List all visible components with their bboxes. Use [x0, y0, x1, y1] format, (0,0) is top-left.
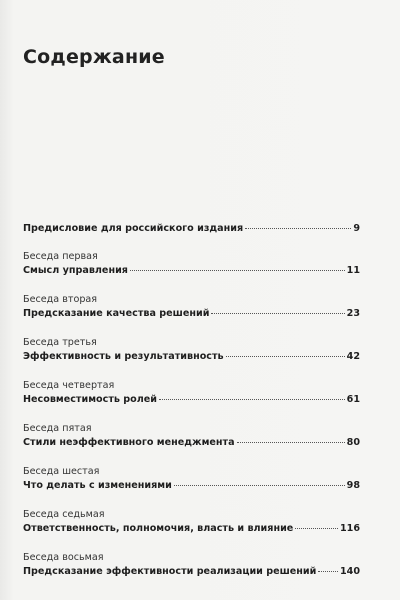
dot-leader	[295, 528, 338, 529]
page-title: Содержание	[23, 46, 165, 68]
dot-leader	[226, 356, 345, 357]
toc-entry-title: Стили неэффективного менеджмента	[23, 437, 235, 448]
toc-entry	[23, 552, 360, 578]
toc-row	[23, 480, 360, 492]
toc-entry	[23, 509, 360, 535]
dot-leader	[130, 270, 345, 271]
toc-page-number: 9	[353, 223, 360, 234]
toc-entry	[23, 423, 360, 449]
toc-entry-title: Эффективность и результативность	[23, 351, 224, 362]
toc-chapter-label: Беседа восьмая	[23, 552, 104, 563]
toc-page-number: 98	[346, 480, 360, 491]
toc-entry	[23, 294, 360, 320]
toc-entry	[23, 337, 360, 363]
toc-entry	[23, 380, 360, 406]
toc-page-number: 11	[346, 265, 360, 276]
toc-entry-title: Несовместимость ролей	[23, 394, 158, 405]
toc-entry-title: Предисловие для российского издания	[23, 223, 244, 234]
dot-leader	[174, 485, 345, 486]
toc-row	[23, 394, 360, 406]
toc-entry-title: Что делать с изменениями	[23, 480, 172, 491]
toc-row	[23, 265, 360, 277]
toc-page-number: 116	[339, 523, 360, 534]
toc-chapter-label: Беседа третья	[23, 337, 97, 348]
toc-chapter-label: Беседа первая	[23, 251, 98, 262]
toc-page-number: 61	[346, 394, 360, 405]
dot-leader	[211, 313, 344, 314]
toc-page-number: 140	[339, 566, 360, 577]
dot-leader	[237, 442, 345, 443]
toc-entry	[23, 251, 360, 277]
toc-entry-title: Предсказание эффективности реализации решений	[23, 566, 317, 577]
toc-row	[23, 566, 360, 578]
toc-row	[23, 223, 360, 235]
toc-chapter-label: Беседа вторая	[23, 294, 98, 305]
toc-chapter-label: Беседа шестая	[23, 466, 100, 477]
dot-leader	[245, 228, 351, 229]
toc-row	[23, 523, 360, 535]
dot-leader	[318, 571, 338, 572]
toc-entry-title: Предсказание качества решений	[23, 308, 210, 319]
toc-entry-title: Смысл управления	[23, 265, 128, 276]
toc-chapter-label: Беседа седьмая	[23, 509, 105, 520]
toc-page-number: 80	[346, 437, 360, 448]
toc-entry	[23, 466, 360, 492]
toc-entry-title: Ответственность, полномочия, власть и влияние	[23, 523, 294, 534]
toc-row	[23, 437, 360, 449]
toc-row	[23, 351, 360, 363]
toc-page-number: 42	[346, 351, 360, 362]
table-of-contents	[23, 223, 360, 578]
toc-chapter-label: Беседа пятая	[23, 423, 92, 434]
toc-chapter-label: Беседа четвертая	[23, 380, 115, 391]
toc-row	[23, 308, 360, 320]
dot-leader	[159, 399, 345, 400]
toc-entry	[23, 223, 360, 235]
toc-page-number: 23	[346, 308, 360, 319]
